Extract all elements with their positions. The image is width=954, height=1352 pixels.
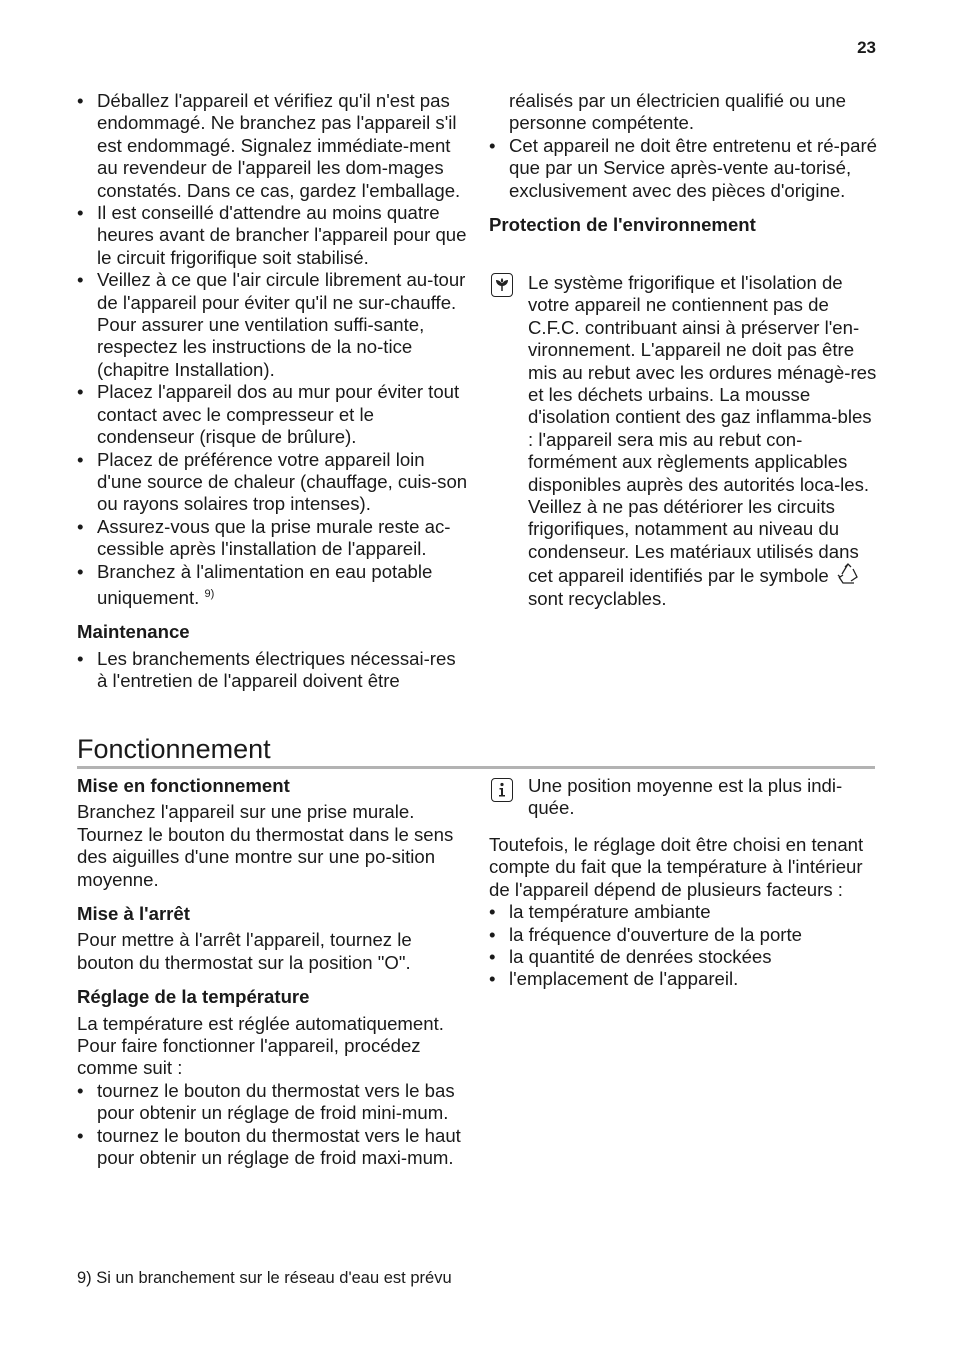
list-item: • la température ambiante xyxy=(489,901,881,923)
footnote-ref: 9) xyxy=(204,587,215,600)
list-item: • l'emplacement de l'appareil. xyxy=(489,968,881,990)
factors-list xyxy=(489,901,881,991)
reglage-list xyxy=(77,1080,469,1170)
page-number: 23 xyxy=(857,38,876,57)
list-item: • Assurez-vous que la prise murale reste ac-cessible après l'installation de l'appareil. xyxy=(77,516,469,561)
water-bullet-text: Branchez à l'alimentation en eau potable uniquement. xyxy=(97,560,433,608)
list-item: • tournez le bouton du thermostat vers le haut pour obtenir un réglage de froid maxi-mum. xyxy=(77,1125,469,1170)
maintenance-list xyxy=(77,648,469,693)
list-item: • tournez le bouton du thermostat vers le bas pour obtenir un réglage de froid mini-mum. xyxy=(77,1080,469,1125)
service-list xyxy=(489,135,881,202)
environment-paragraph xyxy=(528,272,878,610)
environment-text-block xyxy=(528,272,878,610)
right-column xyxy=(489,90,881,240)
left-column xyxy=(77,90,469,693)
maintenance-heading: Maintenance xyxy=(77,621,190,643)
list-item: • la fréquence d'ouverture de la porte xyxy=(489,924,881,946)
info-icon xyxy=(491,778,513,802)
arret-text: Pour mettre à l'arrêt l'appareil, tournez le bouton du thermostat sur la position "O". xyxy=(77,929,412,973)
list-item: • Il est conseillé d'attendre au moins quatre heures avant de brancher l'appareil pour que le circuit frigorifique soit stabilisé. xyxy=(77,202,469,269)
list-item: • Placez l'appareil dos au mur pour éviter tout contact avec le compresseur et le condenseur (risque de brûlure). xyxy=(77,381,469,448)
environment-heading: Protection de l'environnement xyxy=(489,214,756,236)
list-item: • Veillez à ce que l'air circule librement au-tour de l'appareil pour éviter qu'il ne sur-chauffe. Pour assurer une ventilation suffi-sante, respectez les instructions de la no-tice (chapitre Installation). xyxy=(77,269,469,381)
operation-left-column xyxy=(77,775,469,1170)
arret-heading: Mise à l'arrêt xyxy=(77,903,190,925)
environment-text-end: sont recyclables. xyxy=(528,587,667,609)
list-item-water xyxy=(77,561,469,610)
continuation-text: réalisés par un électricien qualifié ou une personne compétente. xyxy=(509,90,846,134)
list-item: • Les branchements électriques nécessai-res à l'entretien de l'appareil doivent être xyxy=(77,648,469,693)
list-item: • Déballez l'appareil et vérifiez qu'il n'est pas endommagé. Ne branchez pas l'appareil s'il est endommagé. Signalez immédiate-ment au revendeur de l'appareil les dom-mages constatés. Dans ce cas, gardez l'emballage. xyxy=(77,90,469,202)
section-title: Fonctionnement xyxy=(77,734,271,764)
operation-right-column xyxy=(489,834,881,991)
mise-heading: Mise en fonctionnement xyxy=(77,775,290,796)
info-text: Une position moyenne est la plus indi-quée. xyxy=(528,775,843,819)
leaf-flower-icon xyxy=(494,277,510,293)
footnote: 9) Si un branchement sur le réseau d'eau est prévu xyxy=(77,1269,452,1287)
reglage-heading: Réglage de la température xyxy=(77,986,310,1008)
safety-list xyxy=(77,90,469,609)
list-item: • Placez de préférence votre appareil loin d'une source de chaleur (chauffage, cuis-son ou rayons solaires trop intenses). xyxy=(77,449,469,516)
info-text-block xyxy=(528,775,873,820)
list-item: • Cet appareil ne doit être entretenu et ré-paré que par un Service après-vente au-torisé, exclusivement avec des pièces d'origine. xyxy=(489,135,881,202)
list-item: • la quantité de denrées stockées xyxy=(489,946,881,968)
mise-text: Branchez l'appareil sur une prise murale. Tournez le bouton du thermostat dans le sens des aiguilles d'une montre sur une po-sition moyenne. xyxy=(77,801,454,890)
factors-intro: Toutefois, le réglage doit être choisi en tenant compte du fait que la température à l'intérieur de l'appareil dépend de plusieurs facteurs : xyxy=(489,834,864,900)
environment-text: Le système frigorifique et l'isolation de votre appareil ne contiennent pas de C.F.C. contribuant ainsi à préserver l'en-vironnement. L'appareil ne doit pas être mis au rebut avec les ordures ménagè-res et les déchets urbains. La mousse d'isolation contient des gaz inflamma-bles : l'appareil sera mis au rebut con-formément aux règlements applicables disponibles auprès des autorités loca-les. Veillez à ne pas détériorer les circuits frigorifiques, notamment au niveau du condenseur. Les matériaux utilisés dans cet appareil identifiés par le symbole xyxy=(528,272,877,587)
reglage-text: La température est réglée automatiquement. Pour faire fonctionner l'appareil, procédez comme suit : xyxy=(77,1012,444,1079)
environment-icon xyxy=(491,273,513,297)
info-i-icon xyxy=(497,782,507,798)
section-divider xyxy=(77,766,875,769)
recycle-icon xyxy=(836,563,860,585)
